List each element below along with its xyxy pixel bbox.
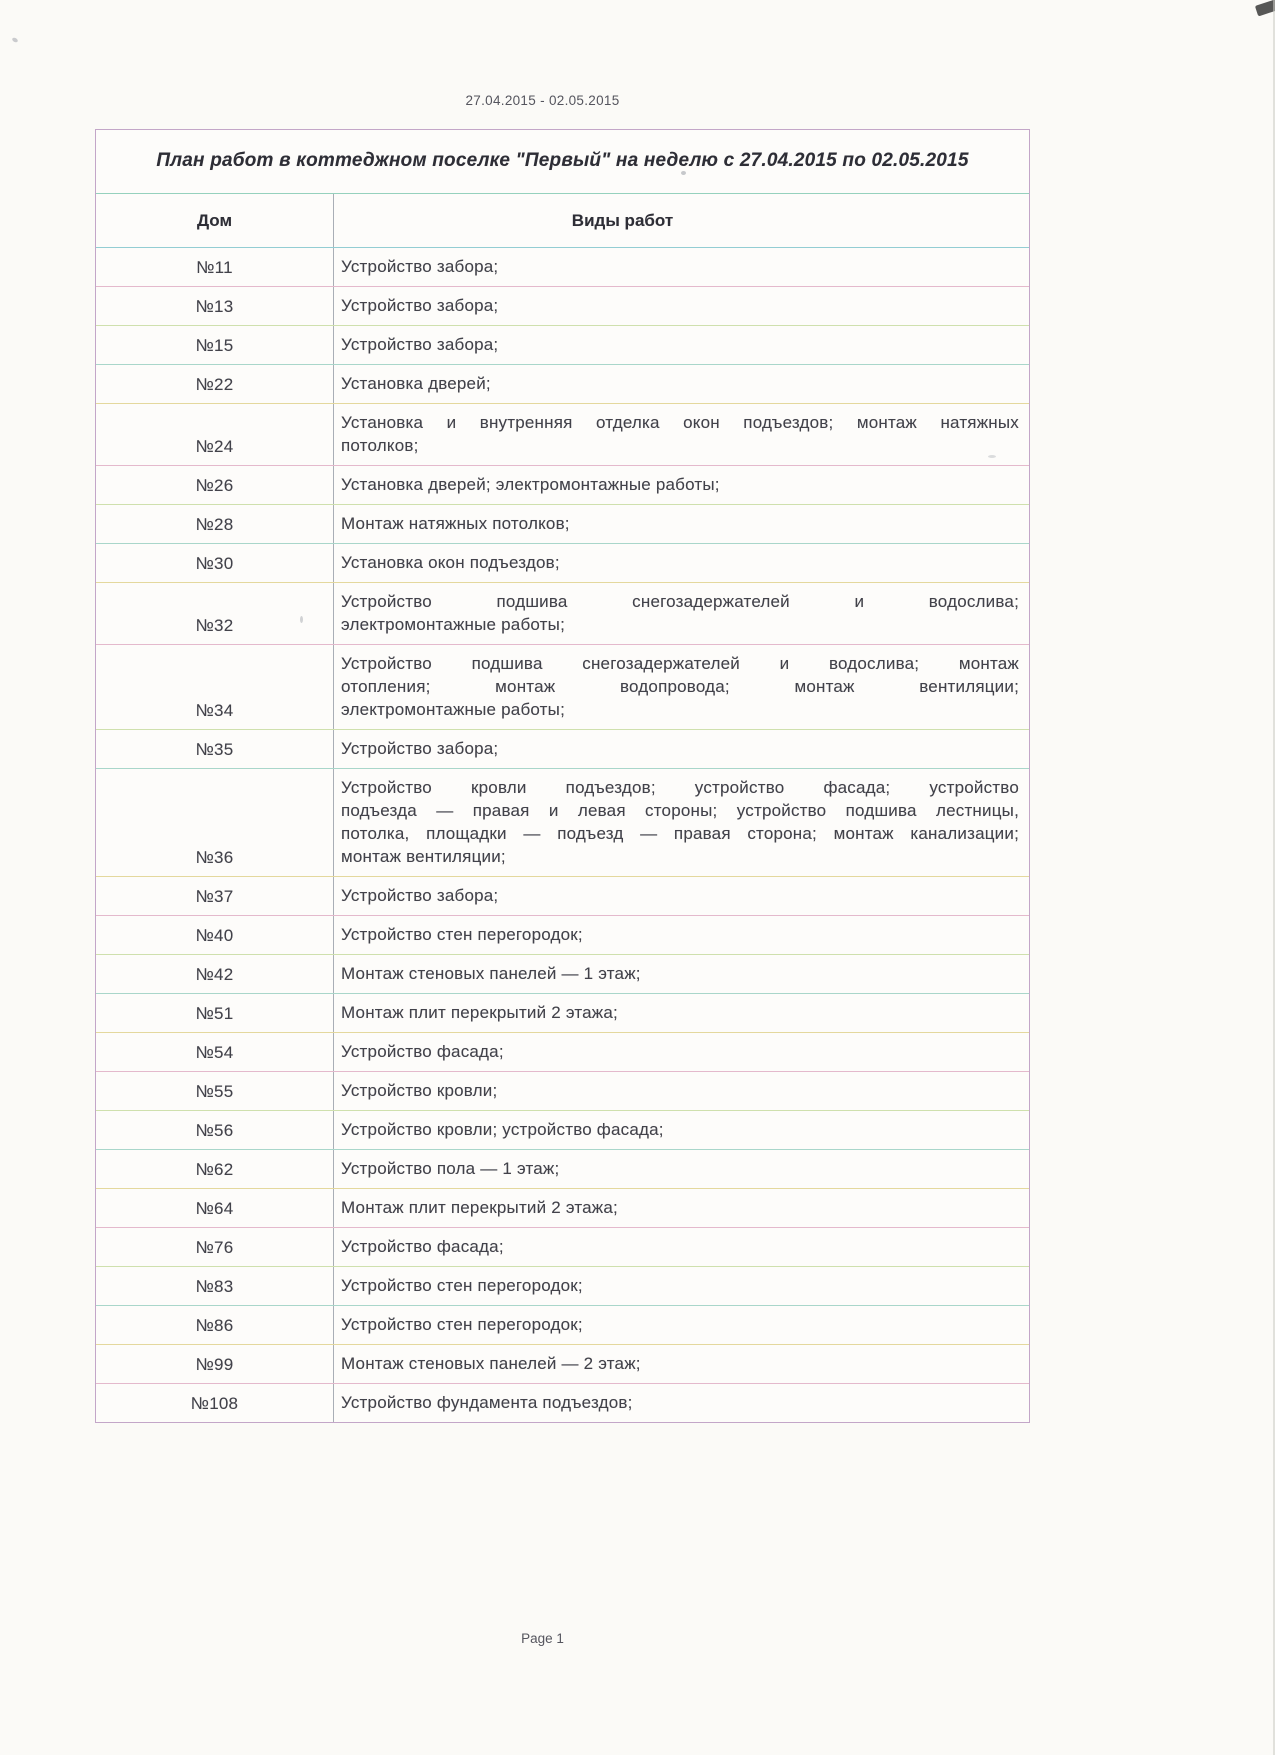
works-line: Установка и внутренняя отделка окон подъездов; монтаж натяжных (341, 413, 1019, 432)
works-line: Устройство забора; (341, 886, 499, 905)
house-number: №36 (96, 769, 334, 876)
works-line: Устройство фасада; (341, 1042, 504, 1061)
works-line: Устройство фундамента подъездов; (341, 1393, 633, 1412)
works-description (334, 365, 1029, 403)
works-line: Устройство стен перегородок; (341, 1315, 583, 1334)
table-row (96, 505, 1029, 544)
house-number: №32 (96, 583, 334, 644)
works-line: электромонтажные работы; (341, 615, 565, 634)
works-description (334, 1228, 1029, 1266)
table-row (96, 1111, 1029, 1150)
scan-artifact-speck (681, 171, 686, 175)
works-line: Устройство кровли; (341, 1081, 498, 1100)
house-number: №108 (96, 1384, 334, 1422)
column-header-works: Виды работ (571, 211, 674, 230)
works-line: монтаж вентиляции; (341, 847, 506, 866)
works-description (334, 955, 1029, 993)
works-line: потолка, площадки — подъезд — правая сторона; монтаж канализации; (341, 824, 1019, 843)
house-number: №56 (96, 1111, 334, 1149)
works-description (334, 730, 1029, 768)
table-row (96, 1345, 1029, 1384)
document-date-range: 27.04.2015 - 02.05.2015 (465, 93, 620, 108)
table-row (96, 730, 1029, 769)
table-row (96, 1267, 1029, 1306)
works-description (334, 287, 1029, 325)
table-row (96, 1228, 1029, 1267)
works-line: Монтаж стеновых панелей — 2 этаж; (341, 1354, 641, 1373)
works-line: Устройство стен перегородок; (341, 1276, 583, 1295)
table-header-row (96, 194, 1029, 248)
works-description (334, 1150, 1029, 1188)
works-description (334, 583, 1029, 644)
house-number: №22 (96, 365, 334, 403)
works-line: Устройство забора; (341, 257, 499, 276)
table-row (96, 877, 1029, 916)
works-line: Устройство кровли; устройство фасада; (341, 1120, 664, 1139)
house-number: №40 (96, 916, 334, 954)
works-description (334, 1189, 1029, 1227)
works-description (334, 994, 1029, 1032)
works-line: Устройство пола — 1 этаж; (341, 1159, 560, 1178)
house-number: №34 (96, 645, 334, 729)
table-row (96, 955, 1029, 994)
works-description (334, 1033, 1029, 1071)
table-row (96, 1189, 1029, 1228)
house-number: №99 (96, 1345, 334, 1383)
works-line: потолков; (341, 436, 419, 455)
house-number: №35 (96, 730, 334, 768)
works-description (334, 1267, 1029, 1305)
works-line: Монтаж стеновых панелей — 1 этаж; (341, 964, 641, 983)
table-row (96, 1150, 1029, 1189)
works-description (334, 326, 1029, 364)
house-number: №26 (96, 466, 334, 504)
house-number: №54 (96, 1033, 334, 1071)
table-row (96, 1306, 1029, 1345)
house-number: №42 (96, 955, 334, 993)
works-description (334, 505, 1029, 543)
table-row (96, 583, 1029, 645)
scan-artifact-speck (300, 616, 303, 623)
table-row (96, 248, 1029, 287)
table-row (96, 1384, 1029, 1422)
house-number: №11 (96, 248, 334, 286)
works-description (334, 466, 1029, 504)
house-number: №83 (96, 1267, 334, 1305)
works-line: Устройство кровли подъездов; устройство фасада; устройство (341, 778, 1019, 797)
works-line: Монтаж плит перекрытий 2 этажа; (341, 1003, 618, 1022)
house-number: №62 (96, 1150, 334, 1188)
works-line: Устройство подшива снегозадержателей и водослива; (341, 592, 1019, 611)
works-description (334, 1072, 1029, 1110)
house-number: №37 (96, 877, 334, 915)
work-plan-table (95, 129, 1030, 1423)
table-row (96, 1072, 1029, 1111)
house-number: №51 (96, 994, 334, 1032)
works-line: Устройство стен перегородок; (341, 925, 583, 944)
works-description (334, 544, 1029, 582)
works-description (334, 769, 1029, 876)
page-number: Page 1 (521, 1631, 564, 1646)
house-number: №30 (96, 544, 334, 582)
works-description (334, 1306, 1029, 1344)
works-line: Монтаж плит перекрытий 2 этажа; (341, 1198, 618, 1217)
table-row (96, 404, 1029, 466)
scan-artifact-corner (1255, 0, 1275, 16)
works-description (334, 645, 1029, 729)
works-line: подъезда — правая и левая стороны; устройство подшива лестницы, (341, 801, 1019, 820)
table-row (96, 994, 1029, 1033)
column-header-house: Дом (96, 194, 334, 247)
house-number: №24 (96, 404, 334, 465)
table-row (96, 645, 1029, 730)
works-line: Установка окон подъездов; (341, 553, 560, 572)
works-line: Устройство забора; (341, 335, 499, 354)
works-line: Устройство забора; (341, 739, 499, 758)
works-line: Установка дверей; (341, 374, 491, 393)
house-number: №13 (96, 287, 334, 325)
works-description (334, 248, 1029, 286)
works-line: отопления; монтаж водопровода; монтаж вентиляции; (341, 677, 1019, 696)
works-line: Устройство подшива снегозадержателей и водослива; монтаж (341, 654, 1019, 673)
house-number: №55 (96, 1072, 334, 1110)
table-row (96, 287, 1029, 326)
works-line: электромонтажные работы; (341, 700, 565, 719)
table-row (96, 1033, 1029, 1072)
table-row (96, 769, 1029, 877)
works-description (334, 404, 1029, 465)
scan-artifact-speck (988, 455, 996, 458)
scan-artifact-speck (11, 37, 18, 43)
table-title: План работ в коттеджном поселке "Первый" на неделю с 27.04.2015 по 02.05.2015 (156, 150, 969, 171)
house-number: №15 (96, 326, 334, 364)
house-number: №76 (96, 1228, 334, 1266)
works-line: Устройство забора; (341, 296, 499, 315)
table-row (96, 916, 1029, 955)
works-description (334, 1384, 1029, 1422)
works-line: Установка дверей; электромонтажные работы; (341, 475, 720, 494)
table-row (96, 466, 1029, 505)
table-row (96, 326, 1029, 365)
works-description (334, 1111, 1029, 1149)
table-row (96, 544, 1029, 583)
house-number: №28 (96, 505, 334, 543)
works-line: Монтаж натяжных потолков; (341, 514, 570, 533)
table-row (96, 365, 1029, 404)
table-body (96, 248, 1029, 1422)
works-description (334, 877, 1029, 915)
works-description (334, 916, 1029, 954)
house-number: №86 (96, 1306, 334, 1344)
house-number: №64 (96, 1189, 334, 1227)
works-description (334, 1345, 1029, 1383)
works-line: Устройство фасада; (341, 1237, 504, 1256)
table-title-row (96, 130, 1029, 194)
